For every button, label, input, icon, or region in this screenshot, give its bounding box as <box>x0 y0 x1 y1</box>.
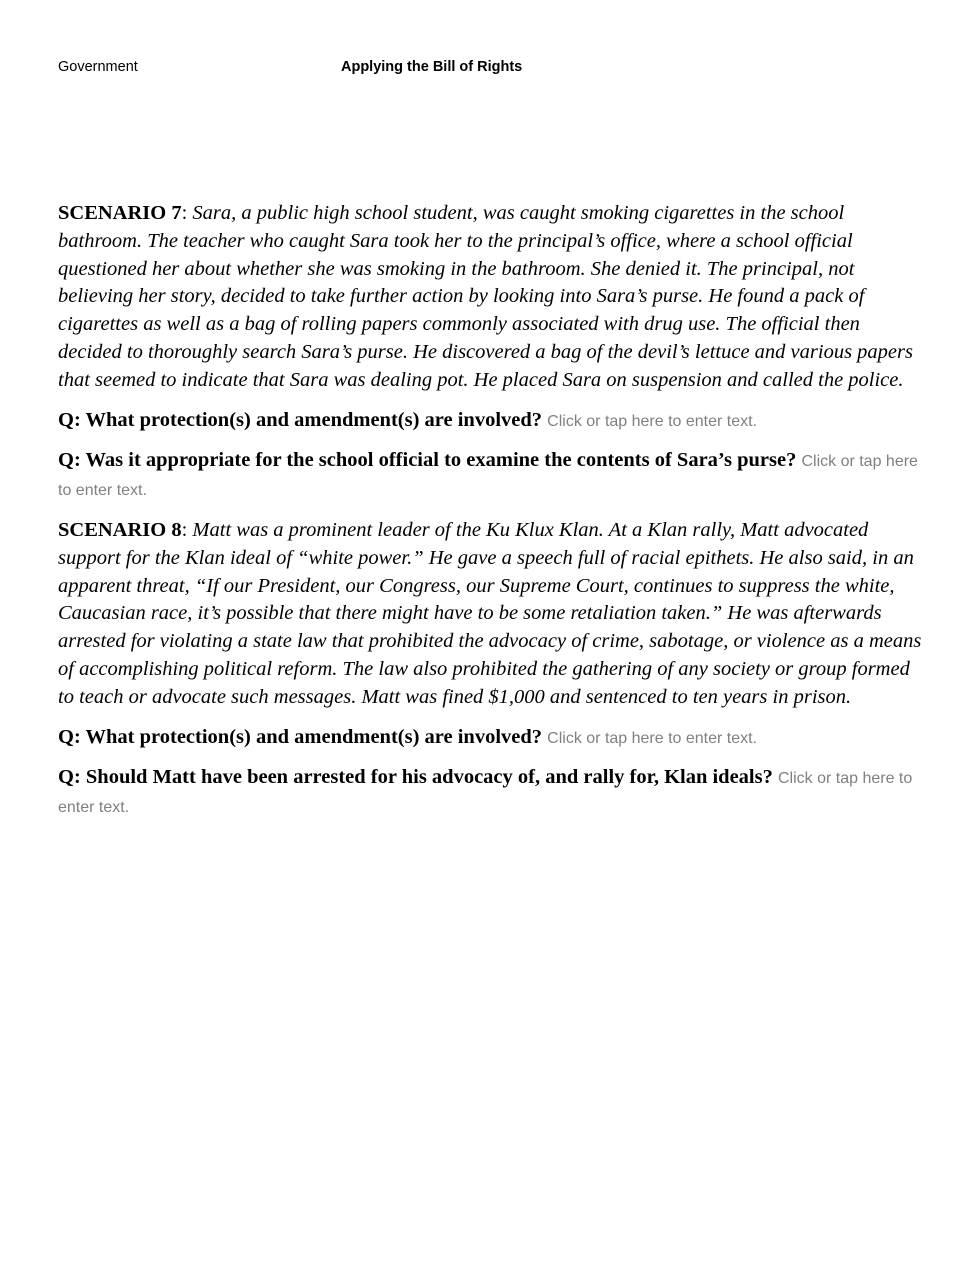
scenario-8-separator: : <box>181 518 193 541</box>
scenario-8-question-1 <box>58 724 926 753</box>
scenario-8-label: SCENARIO 8 <box>58 518 182 541</box>
course-name: Government <box>58 59 138 75</box>
scenario-8 <box>58 517 926 712</box>
answer-field[interactable]: Click or tap here to enter text. <box>547 412 758 430</box>
scenario-8-text: Matt was a prominent leader of the Ku Klux Klan. At a Klan rally, Matt advocated support for the Klan ideal of “white power.” He gave a speech full of racial epithets. He also said, in an apparent threat, “If our President, our Congress, our Supreme Court, continues to suppress the white, Caucasian race, it’s possible that there might have to be some retaliation taken.” He was afterwards arrested for violating a state law that prohibited the advocacy of crime, sabotage, or violence as a means of accomplishing political reform. The law also prohibited the gathering of any society or group formed to teach or advocate such messages. Matt was fined $1,000 and sentenced to ten years in prison. <box>58 518 922 708</box>
document-title: Applying the Bill of Rights <box>341 59 523 75</box>
scenario-7-separator: : <box>181 202 193 224</box>
page-header <box>58 59 928 79</box>
answer-field[interactable]: Click or tap here to enter text. <box>547 729 758 747</box>
scenario-7-question-1 <box>58 407 926 436</box>
answer-field[interactable]: Click or tap here to enter text. <box>58 770 913 817</box>
question-text: Q: What protection(s) and amendment(s) are involved? <box>58 408 543 431</box>
question-text: Q: What protection(s) and amendment(s) are involved? <box>58 725 543 748</box>
document-body <box>58 200 926 834</box>
scenario-7-question-2 <box>58 447 926 505</box>
question-text: Q: Was it appropriate for the school official to examine the contents of Sara’s purse? <box>58 449 797 472</box>
scenario-7-label: SCENARIO 7 <box>58 202 182 224</box>
scenario-8-question-2 <box>58 764 926 822</box>
scenario-7 <box>58 200 926 395</box>
question-text: Q: Should Matt have been arrested for his advocacy of, and rally for, Klan ideals? <box>58 766 773 789</box>
scenario-7-text: Sara, a public high school student, was caught smoking cigarettes in the school bathroom. The teacher who caught Sara took her to the principal’s office, where a school official questioned her about whether she was smoking in the bathroom. She denied it. The principal, not believing her story, decided to take further action by looking into Sara’s purse. He found a pack of cigarettes as well as a bag of rolling papers commonly associated with drug use. The official then decided to thoroughly search Sara’s purse. He discovered a bag of the devil’s lettuce and various papers that seemed to indicate that Sara was dealing pot. He placed Sara on suspension and called the police. <box>58 202 913 391</box>
answer-field[interactable]: Click or tap here to enter text. <box>58 453 918 500</box>
